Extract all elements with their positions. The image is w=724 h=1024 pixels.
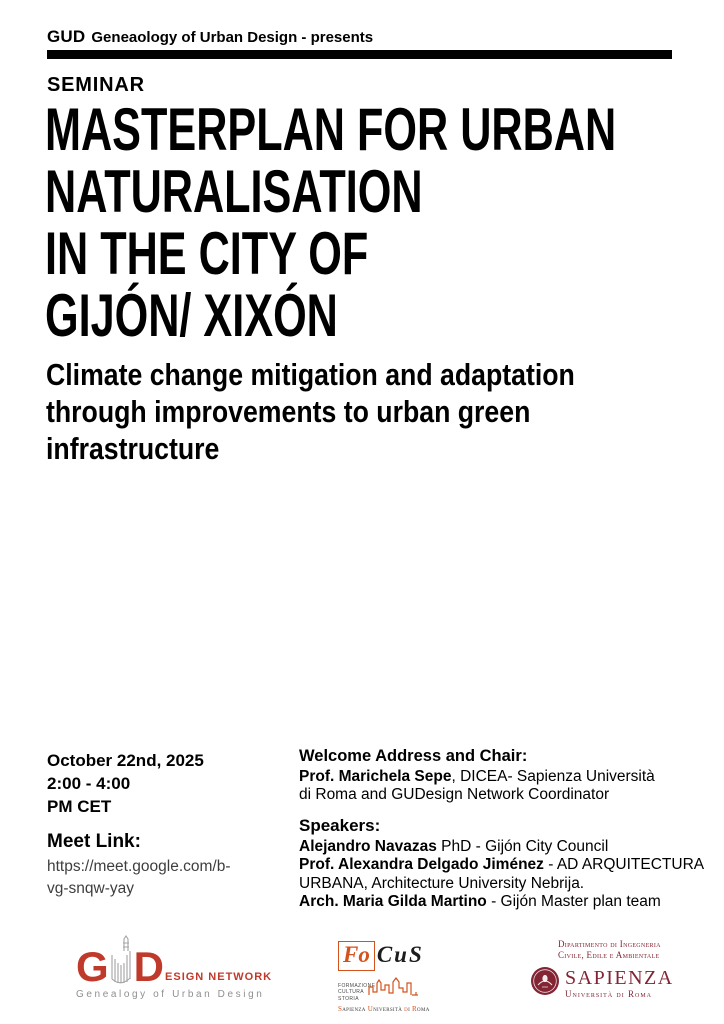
sapienza-name: SAPIENZA <box>565 967 674 989</box>
subtitle-line: Climate change mitigation and adaptation <box>46 357 575 392</box>
title-line: NATURALISATION <box>45 158 423 225</box>
sapienza-wordmark-row <box>530 966 674 1001</box>
event-date: October 22nd, 2025 <box>47 751 204 770</box>
speaker-row <box>299 838 704 857</box>
gud-network-logo <box>76 936 272 1000</box>
sapienza-seal-icon <box>530 966 560 1001</box>
speakers-heading: Speakers: <box>299 816 381 835</box>
sapienza-subtitle: Università di Roma <box>565 989 652 999</box>
department-line: Dipartimento di Ingegneria <box>558 939 661 949</box>
gud-logo-letters <box>76 936 272 988</box>
chair-name: Prof. Marichela Sepe <box>299 767 452 785</box>
sapienza-wordmark <box>565 968 674 999</box>
sapienza-department <box>558 939 674 960</box>
focus-words <box>338 982 376 1003</box>
title-line: IN THE CITY OF <box>45 220 369 287</box>
divider-bar <box>47 50 672 59</box>
event-info <box>47 749 231 899</box>
sapienza-logo <box>530 939 674 1001</box>
speaker-row <box>299 893 704 912</box>
poster-title <box>45 96 724 349</box>
tower-sketch-icon <box>109 935 133 990</box>
chair-heading: Welcome Address and Chair: <box>299 747 528 765</box>
brand-tagline: Geneaology of Urban Design - presents <box>91 29 374 46</box>
meet-url-line[interactable]: vg-snqw-yay <box>47 879 134 897</box>
speaker-detail: - AD ARQUITECTURA <box>543 856 705 873</box>
focus-sapienza-word: Università <box>367 1005 403 1013</box>
focus-sapienza-word: di <box>404 1005 411 1013</box>
skyline-icon <box>368 973 420 1002</box>
focus-word: FORMAZIONE <box>338 982 376 989</box>
gud-letter-d: D <box>133 943 164 990</box>
speaker-detail: - Gijón Master plan team <box>486 893 661 910</box>
focus-sapienza-word: Roma <box>412 1005 430 1013</box>
poster-subtitle <box>46 356 661 467</box>
title-line: GIJÓN/ XIXÓN <box>45 282 338 349</box>
focus-word: CULTURA <box>338 989 365 995</box>
title-line: MASTERPLAN FOR URBAN <box>45 96 617 163</box>
chair-line: di Roma and GUDesign Network Coordinator <box>299 786 610 803</box>
speaker-name: Alejandro Navazas <box>299 837 437 855</box>
speaker-name: Arch. Maria Gilda Martino <box>299 893 487 910</box>
event-timezone: PM CET <box>47 797 112 816</box>
focus-cus-text: CuS <box>376 942 424 967</box>
meet-link-url[interactable] <box>47 856 231 899</box>
event-time: 2:00 - 4:00 <box>47 774 131 793</box>
speaker-detail: PhD - Gijón City Council <box>436 837 609 855</box>
focus-sapienza-word: Sapienza <box>338 1005 366 1013</box>
speakers-section <box>299 817 704 912</box>
header-brand-line <box>47 27 373 47</box>
gud-tagline: Genealogy of Urban Design <box>76 989 265 1000</box>
department-line: Civile, Edile e Ambientale <box>558 949 660 960</box>
speaker-row <box>299 875 704 894</box>
gud-letter-g: G <box>76 943 108 990</box>
seminar-label: SEMINAR <box>47 74 145 96</box>
brand-acronym: GUD <box>47 27 86 46</box>
subtitle-line: through improvements to urban green <box>46 394 531 429</box>
chair-line <box>299 768 655 787</box>
meet-url-line[interactable]: https://meet.google.com/b- <box>47 858 231 875</box>
focus-fo-box: Fo <box>338 941 375 971</box>
speaker-detail: URBANA, Architecture University Nebrija. <box>299 874 585 892</box>
focus-logo <box>338 941 448 1013</box>
focus-sapienza-line <box>338 1005 448 1013</box>
focus-wordmark <box>338 941 448 971</box>
focus-word: STORIA <box>338 995 359 1002</box>
gud-suffix-text: ESIGN NETWORK <box>165 971 273 983</box>
chair-affiliation: , DICEA- Sapienza Università <box>451 767 655 785</box>
speaker-name: Prof. Alexandra Delgado Jiménez <box>299 856 544 873</box>
speaker-row <box>299 856 704 875</box>
subtitle-line: infrastructure <box>46 431 220 466</box>
meet-link-label: Meet Link: <box>47 831 141 852</box>
focus-middle-row <box>338 973 448 1002</box>
chair-section <box>299 747 655 805</box>
